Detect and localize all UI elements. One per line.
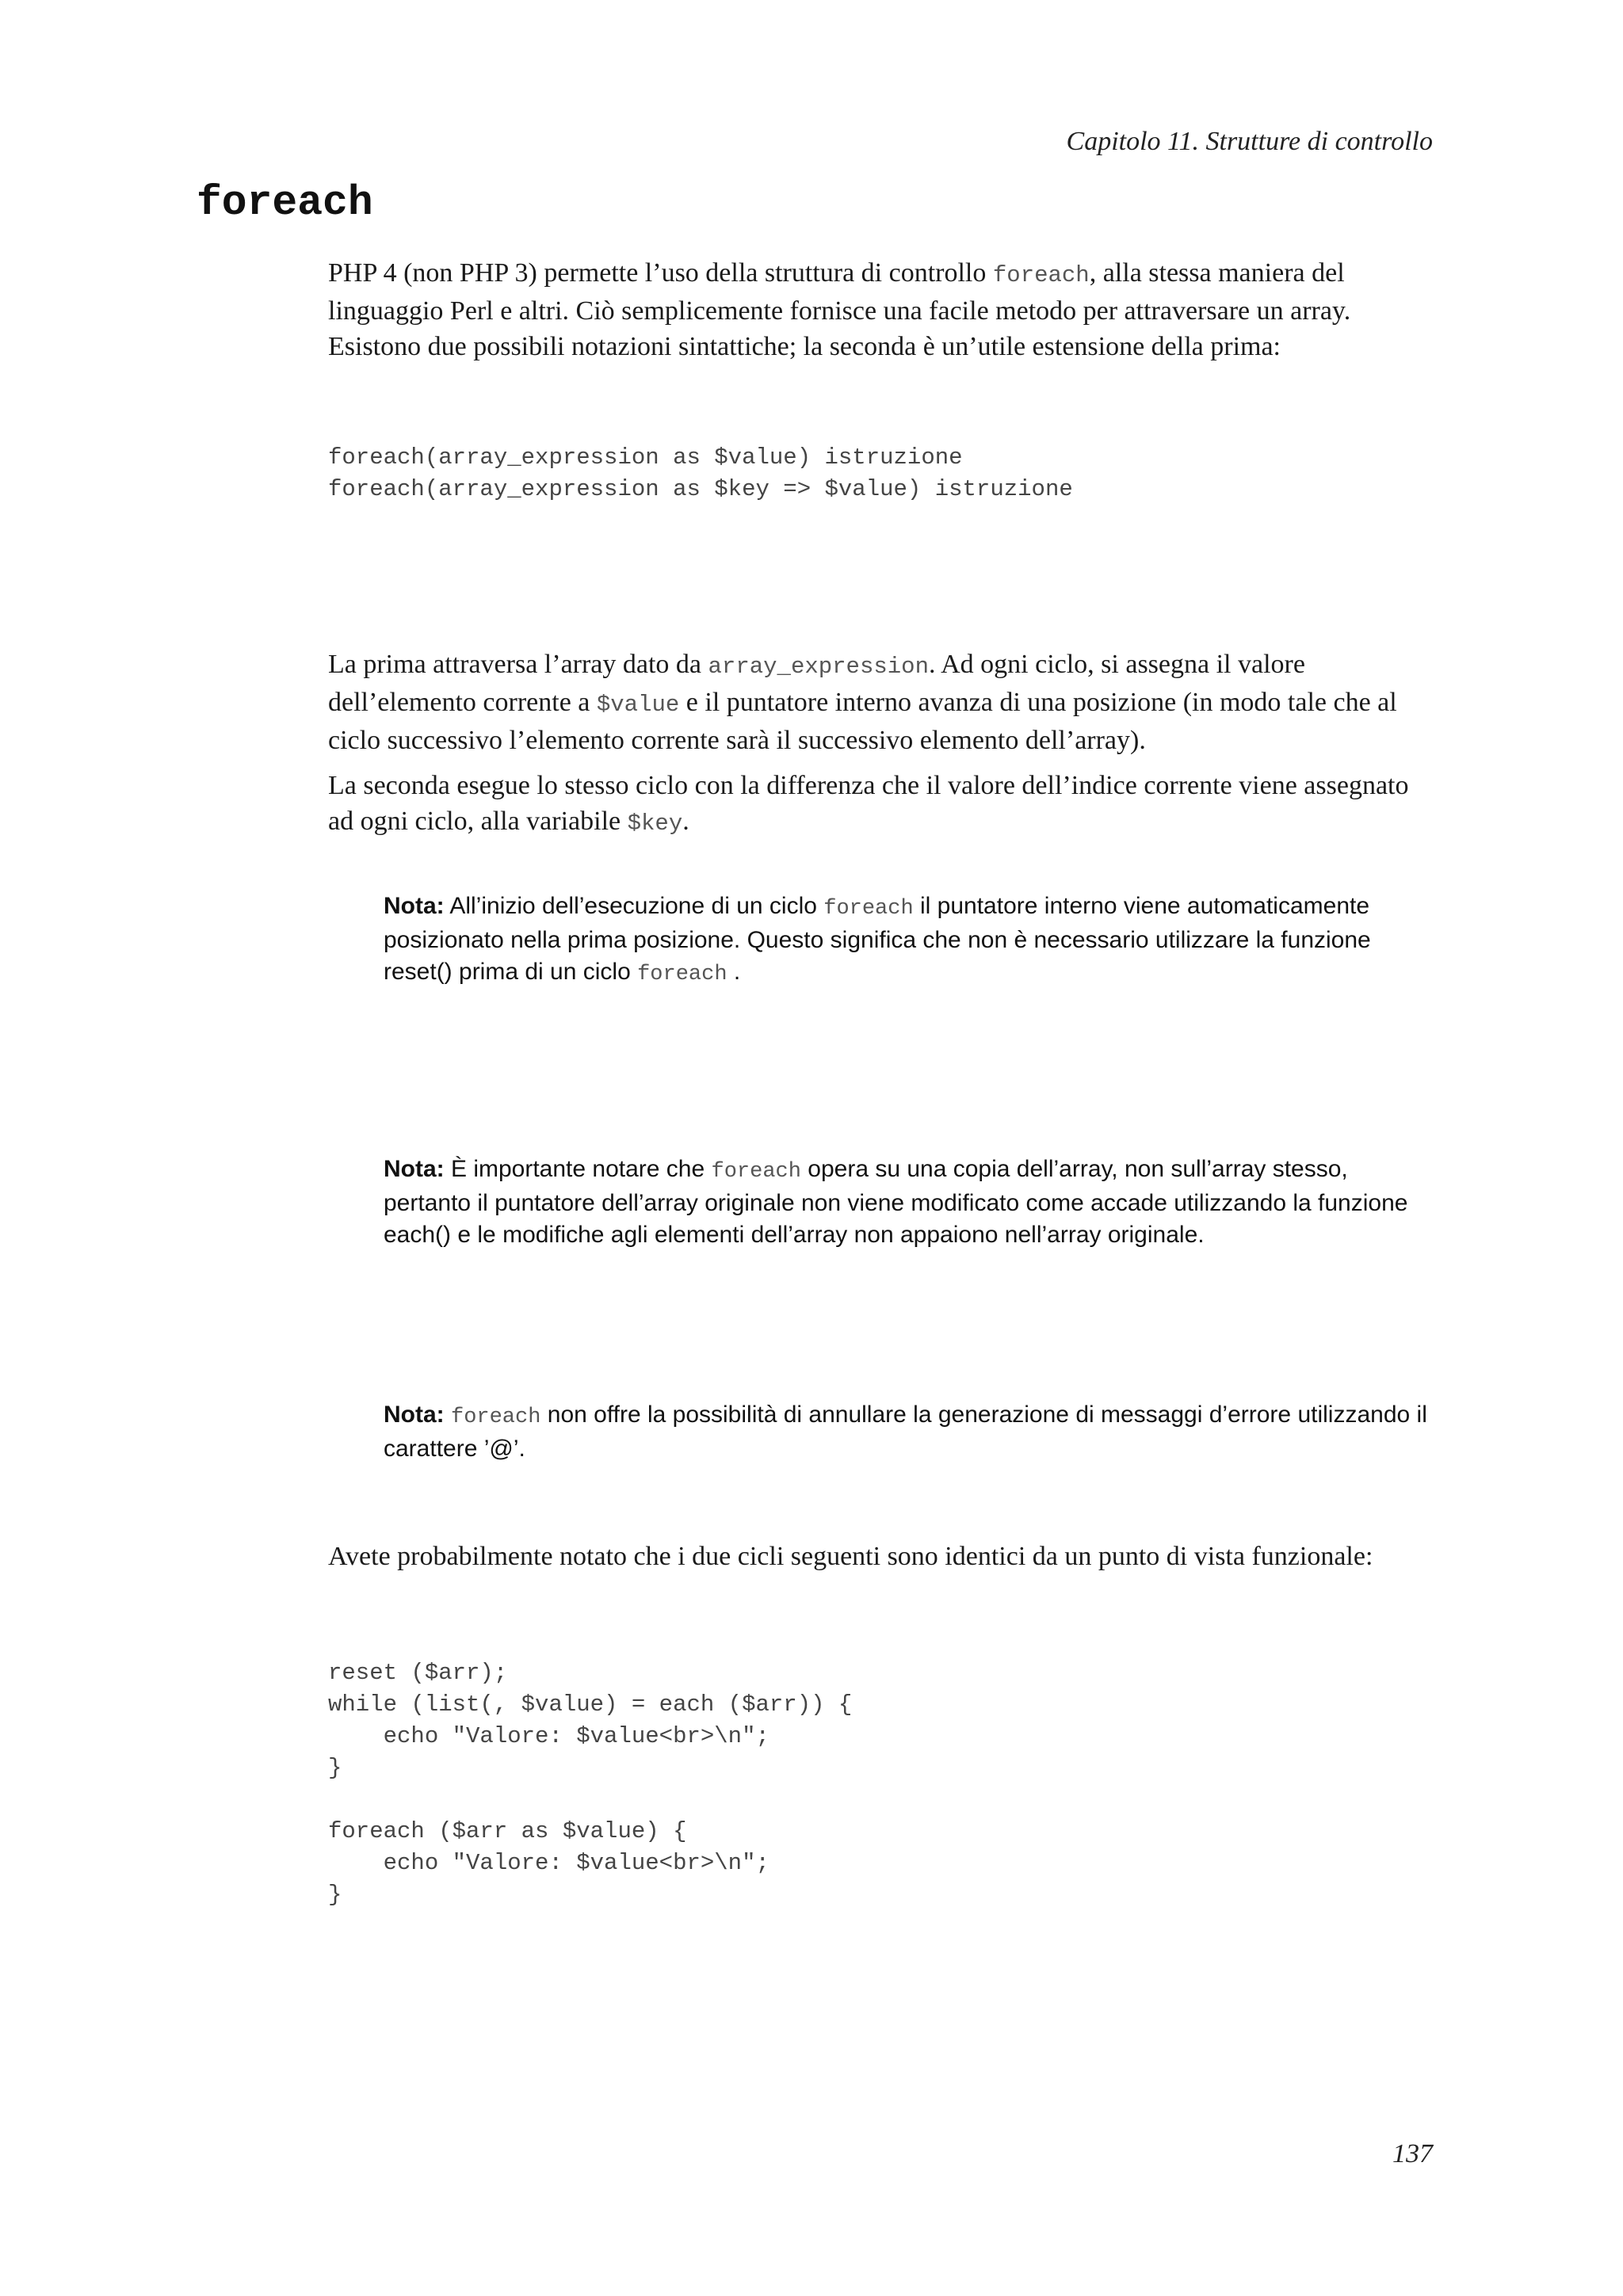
inline-code: $key	[627, 810, 683, 837]
intro-block	[328, 255, 1438, 364]
section-title: foreach	[197, 179, 373, 227]
example-code-block: reset ($arr); while (list(, $value) = each ($arr)) { echo "Valore: $value<br>\n"; } foreach ($arr as $value) { echo "Valore: $value<br>\n"; }	[328, 1660, 853, 1908]
inline-code: $value	[596, 692, 680, 718]
explanation-paragraph-1	[328, 646, 1438, 758]
equivalence-paragraph: Avete probabilmente notato che i due cicli seguenti sono identici da un punto di vista funzionale:	[328, 1542, 1373, 1571]
intro-text: PHP 4 (non PHP 3) permette l’uso della struttura di controllo	[328, 258, 993, 288]
explanation-text: La prima attraversa l’array dato da	[328, 650, 708, 679]
inline-code: foreach	[451, 1405, 541, 1429]
note-text: il puntatore interno viene automaticamente posizionato nella prima posizione. Questo significa che non è necessario utilizzare la funzione reset() prima di un ciclo	[384, 893, 1371, 985]
inline-code: foreach	[711, 1160, 801, 1184]
intro-text-cont: , alla stessa maniera del linguaggio Perl e altri. Ciò semplicemente fornisce una facile metodo per attraversare un array. Esistono due possibili notazioni sintattiche; la seconda è un’utile estensione della prima:	[328, 258, 1351, 361]
note-1	[384, 891, 1438, 990]
inline-code: array_expression	[708, 654, 929, 680]
note-label: Nota:	[384, 1402, 445, 1428]
note-text: opera su una copia dell’array, non sull’array stesso, pertanto il puntatore dell’array originale non viene modificato come accade utilizzando la funzione each() e le modifiche agli elementi dell’array non appaiono nell’array originale.	[384, 1156, 1408, 1248]
note-text: .	[727, 959, 741, 985]
note-text: All’inizio dell’esecuzione di un ciclo	[444, 893, 824, 919]
explanation-paragraph-2	[328, 768, 1438, 841]
note-text	[445, 1402, 451, 1428]
note-text: non offre la possibilità di annullare la generazione di messaggi d’errore utilizzando il carattere ’@’.	[384, 1402, 1427, 1462]
syntax-code-block: foreach(array_expression as $value) istruzione foreach(array_expression as $key => $value) istruzione	[328, 444, 1073, 502]
explanation-text-cont: . Ad ogni ciclo, si assegna il valore dell’elemento corrente a	[328, 650, 1305, 717]
intro-paragraph	[328, 255, 1438, 364]
explanation-text-end: .	[682, 807, 689, 836]
running-header: Capitolo 11. Strutture di controllo	[1066, 127, 1433, 156]
note-label: Nota:	[384, 1156, 445, 1182]
inline-code: foreach	[637, 963, 727, 986]
note-2	[384, 1154, 1438, 1251]
note-3	[384, 1399, 1438, 1465]
explanation-text: La seconda esegue lo stesso ciclo con la differenza che il valore dell’indice corrente viene assegnato ad ogni ciclo, alla variabile	[328, 771, 1409, 836]
page-number: 137	[1392, 2139, 1433, 2168]
equivalence-block	[328, 1539, 1438, 1574]
note-label: Nota:	[384, 893, 445, 919]
note-text: È importante notare che	[444, 1156, 712, 1182]
inline-code: foreach	[992, 262, 1090, 288]
explanation-block	[328, 646, 1438, 841]
inline-code: foreach	[823, 897, 914, 921]
explanation-text-end: e il puntatore interno avanza di una posizione (in modo tale che al ciclo successivo l’elemento corrente sarà il successivo elemento dell’array).	[328, 688, 1397, 755]
